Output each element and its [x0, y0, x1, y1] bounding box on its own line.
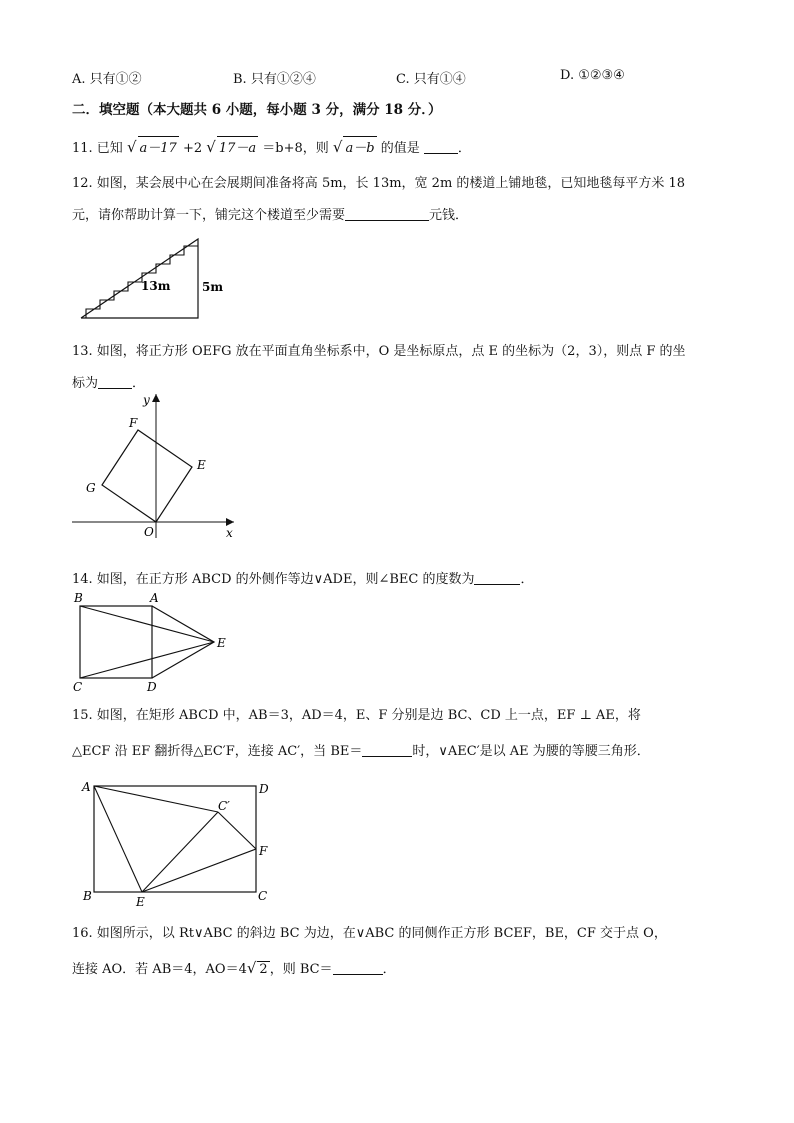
q16-radicand: 2: [259, 962, 268, 977]
option-a: A. 只有①②: [72, 72, 142, 87]
q11-radicand-2: 17－a: [218, 141, 257, 156]
q11-radicand-1: a－17: [139, 141, 177, 156]
label-f: F: [129, 416, 138, 430]
q11-suffix: 的值是: [380, 141, 420, 156]
label-c-prime: C′: [218, 799, 230, 813]
q12-line2-text: 元，请你帮助计算一下，铺完这个楼道至少需要: [72, 208, 346, 223]
q12-line1: 12. 如图，某会展中心在会展期间准备将高 5m，长 13m，宽 2m 的楼道上铺地毯，已知地毯每平方米 18: [72, 176, 686, 191]
answer-blank: [424, 141, 458, 154]
answer-blank: [98, 376, 132, 389]
q11-mid: +2: [182, 141, 203, 156]
label-d: D: [259, 782, 269, 796]
label-b: B: [83, 889, 92, 903]
q16-line2: 连接 AO．若 AB＝4，AO＝4√ 2 ，则 BC＝ ．: [72, 959, 396, 977]
q13-line1: 13. 如图，将正方形 OEFG 放在平面直角坐标系中，O 是坐标原点，点 E 的坐标为（2，3），则点 F 的坐: [72, 344, 686, 359]
label-e: E: [136, 895, 145, 908]
question-11: 11. 已知 √ a－17 +2 √ 17－a ＝b+8，则 √ a－b 的值是 ．: [72, 138, 471, 156]
label-b: B: [74, 591, 83, 605]
section-title: 二．填空题（本大题共 6 小题，每小题 3 分，满分 18 分．）: [72, 102, 442, 118]
label-13m: 13m: [141, 279, 171, 293]
label-5m: 5m: [202, 280, 224, 294]
answer-blank: [345, 208, 429, 221]
q16-line1: 16. 如图所示，以 Rt∨ABC 的斜边 BC 为边，在∨ABC 的同侧作正方形 BCEF，BE，CF 交于点 O，: [72, 926, 667, 941]
q16-line2a: 连接 AO．若 AB＝4，AO＝4: [72, 962, 247, 977]
q13-line2: 标为 ．: [72, 376, 146, 391]
q12-line2: [72, 204, 468, 223]
q15-line2: [72, 740, 650, 759]
label-e: E: [197, 458, 206, 472]
answer-blank: [362, 744, 412, 757]
label-a: A: [150, 591, 159, 605]
square-triangle-figure: [70, 590, 240, 696]
label-c: C: [73, 680, 83, 694]
q15-line2b: 时，∨AEC′是以 AE 为腰的等腰三角形．: [412, 744, 650, 759]
option-d: D. ①②③④: [560, 68, 625, 83]
answer-blank: [333, 962, 383, 975]
label-c: C: [258, 889, 268, 903]
question-14: 14. 如图，在正方形 ABCD 的外侧作等边∨ADE，则∠BEC 的度数为 ．: [72, 572, 534, 587]
q15-line2a: △ECF 沿 EF 翻折得△EC′F，连接 AC′，当 BE＝: [72, 744, 363, 759]
q11-prefix: 11. 已知: [72, 141, 123, 156]
label-a: A: [82, 780, 91, 794]
answer-blank: [474, 572, 520, 585]
option-c: C. 只有①④: [396, 72, 466, 87]
label-x: x: [226, 526, 233, 540]
label-f: F: [259, 844, 268, 858]
label-d: D: [147, 680, 157, 694]
q14-text: 14. 如图，在正方形 ABCD 的外侧作等边∨ADE，则∠BEC 的度数为: [72, 572, 475, 587]
q13-line2-text: 标为: [72, 376, 99, 391]
staircase-figure: [76, 235, 236, 325]
rectangle-fold-figure: [78, 776, 278, 908]
label-e: E: [217, 636, 226, 650]
option-b: B. 只有①②④: [233, 72, 316, 87]
label-o: O: [144, 525, 154, 539]
q15-line1: 15. 如图，在矩形 ABCD 中，AB＝3，AD＝4，E、F 分别是边 BC、CD 上一点，EF ⊥ AE，将: [72, 708, 641, 723]
label-g: G: [86, 481, 96, 495]
q11-eq: ＝b+8，则: [262, 141, 329, 156]
coordinate-figure: [68, 392, 240, 542]
label-y: y: [143, 393, 150, 407]
q11-radicand-3: a－b: [345, 141, 375, 156]
q12-line2-end: 元钱．: [429, 208, 469, 223]
q16-line2b: ，则 BC＝: [269, 962, 333, 977]
